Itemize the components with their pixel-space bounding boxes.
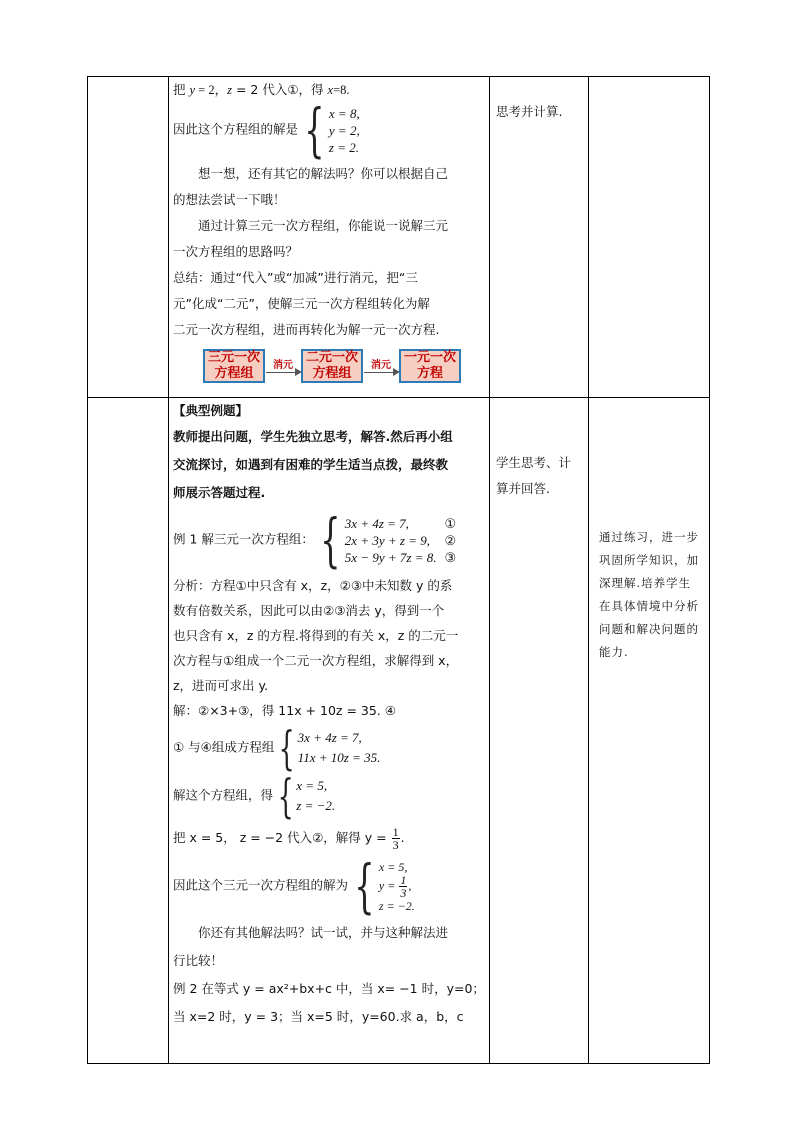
arrow-right-icon: [266, 372, 300, 373]
design-intent-cell: [589, 77, 710, 398]
flow-box-three-variable: 三元一次 方程组: [203, 349, 265, 383]
idea-text: 一次方程组的思路吗？: [173, 244, 299, 259]
solution-step: ① 与④组成方程组 { 3x + 4z = 7, 11x + 10z = 35.: [173, 721, 381, 775]
example-1: 例 1 解三元一次方程组： { 3x + 4z = 7, 2x + 3y + z = 9, 5x − 9y + 7z = 8. ① ② ③: [173, 506, 457, 574]
flow-box-two-variable: 二元一次 方程组: [301, 349, 363, 383]
substitution-line: 把 y = 2，z = 2 代入①，得 x=8.: [173, 82, 350, 97]
example-2: 例 2 在等式 y = ax²+bx+c 中，当 x= −1 时，y=0；: [173, 981, 485, 996]
flow-arrow: 消元: [363, 360, 399, 373]
empty-cell: [88, 398, 169, 1064]
summary-text: 总结：通过“代入”或“加减”进行消元，把“三: [173, 270, 418, 285]
equation-system: { 3x + 4z = 7, 11x + 10z = 35.: [278, 721, 381, 775]
flow-box-one-variable: 一元一次 方程: [399, 349, 461, 383]
student-activity-cell: 学生思考、计算并回答.: [490, 398, 589, 1064]
teacher-instruction: 交流探讨，如遇到有困难的学生适当点拨，最终教: [173, 457, 449, 472]
analysis-text: z，进而可求出 y.: [173, 678, 269, 693]
design-intent-text: 通过练习，进一步巩固所学知识，加深理解.培养学生在具体情境中分析问题和解决问题的能力.: [599, 530, 699, 659]
example-2: 当 x=2 时，y = 3；当 x=5 时，y=60.求 a，b，c: [173, 1009, 464, 1024]
lesson-table: [87, 76, 710, 1064]
teacher-instruction: 教师提出问题，学生先独立思考，解答.然后再小组: [173, 429, 453, 444]
idea-text: 通过计算三元一次方程组，你能说一说解三元: [198, 218, 449, 233]
teacher-instruction: 师展示答题过程.: [173, 485, 266, 500]
think-text: 想一想，还有其它的解法吗？你可以根据自己: [198, 166, 449, 181]
content-cell: [169, 77, 490, 398]
solution-line: 因此这个方程组的解是 { x = 8, y = 2, z = 2.: [173, 96, 360, 164]
student-activity-cell: 思考并计算.: [490, 77, 589, 398]
empty-cell: [88, 77, 169, 398]
think-text: 的想法尝试一下哦！: [173, 192, 286, 207]
solution-step: 解：②×3+③，得 11x + 10z = 35. ④: [173, 703, 396, 718]
equation-system: { x = 5, z = −2.: [277, 769, 336, 823]
analysis-text: 分析：方程①中只含有 x，z，②③中未知数 y 的系: [173, 578, 453, 593]
fraction: $\frac{1}{3}$: [400, 872, 407, 900]
arrow-right-icon: [364, 372, 398, 373]
equation-system: { x = 5, y = $\frac{1}{3}$ , z = −2.: [354, 852, 415, 920]
fraction: $\frac{1}{3}$: [392, 825, 399, 852]
content-cell: [169, 398, 490, 1064]
design-intent-cell: [589, 398, 710, 1064]
analysis-text: 也只含有 x，z 的方程.将得到的有关 x，z 的二元一: [173, 628, 459, 643]
equation-system: { x = 8, y = 2, z = 2.: [304, 96, 360, 164]
table-row: [88, 398, 710, 1064]
solution-step: 把 x = 5， z = −2 代入②，解得 y = $\frac{1}{3}$ .: [173, 825, 405, 852]
compare-text: 行比较！: [173, 953, 224, 968]
analysis-text: 次方程与①组成一个二元一次方程组，求解得到 x，: [173, 653, 459, 668]
table-row: [88, 77, 710, 398]
solution-step: 解这个方程组，得 { x = 5, z = −2.: [173, 769, 336, 823]
summary-text: 二元一次方程组，进而再转化为解一元一次方程.: [173, 322, 440, 337]
compare-text: 你还有其他解法吗？试一试，并与这种解法进: [198, 925, 449, 940]
flow-arrow: 消元: [265, 360, 301, 373]
summary-text: 元”化成“二元”，使解三元一次方程组转化为解: [173, 296, 430, 311]
elimination-flowchart: [203, 349, 485, 383]
section-heading: 【典型例题】: [173, 403, 249, 418]
equation-system: { 3x + 4z = 7, 2x + 3y + z = 9, 5x − 9y + 7z = 8. ① ② ③: [320, 506, 457, 574]
final-solution: 因此这个三元一次方程组的解为 { x = 5, y = $\frac{1}{3}$ , z = −2.: [173, 852, 415, 920]
analysis-text: 数有倍数关系，因此可以由②③消去 y，得到一个: [173, 603, 445, 618]
